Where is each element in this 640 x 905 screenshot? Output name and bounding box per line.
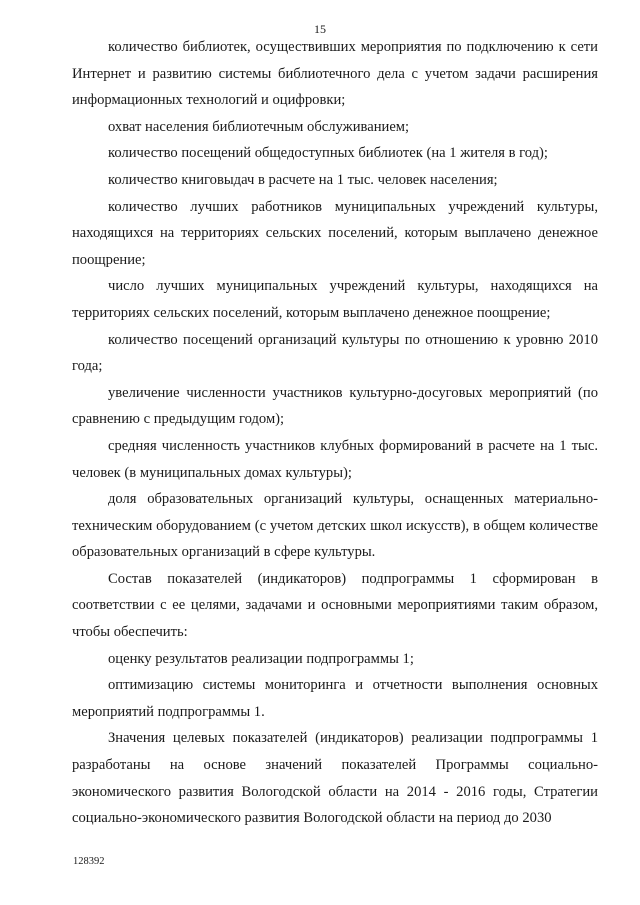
paragraph: увеличение численности участников культурно-досуговых мероприятий (по сравнению с предыдущим годом); (72, 384, 598, 428)
paragraph: оценку результатов реализации подпрограммы 1; (108, 650, 414, 667)
paragraph: количество посещений организаций культуры по отношению к уровню 2010 года; (72, 331, 598, 375)
document-body (72, 34, 598, 832)
paragraph: количество книговыдач в расчете на 1 тыс. человек населения; (108, 171, 498, 188)
paragraph: охват населения библиотечным обслуживанием; (108, 118, 410, 135)
page-number: 15 (314, 22, 326, 36)
paragraph: число лучших муниципальных учреждений культуры, находящихся на территориях сельских поселений, которым выплачено денежное поощрение; (72, 278, 598, 321)
paragraph: количество посещений общедоступных библиотек (на 1 жителя в год); (108, 145, 548, 162)
paragraph: оптимизацию системы мониторинга и отчетности выполнения основных мероприятий подпрограммы 1. (72, 677, 598, 720)
paragraph: количество лучших работников муниципальных учреждений культуры, находящихся на территориях сельских поселений, которым выплачено денежное поощрение; (72, 198, 598, 268)
paragraph: количество библиотек, осуществивших мероприятия по подключению к сети Интернет и развитию системы библиотечного дела с учетом задачи расширения информационных технологий и оцифровки; (72, 39, 598, 109)
paragraph: Значения целевых показателей (индикаторов) реализации подпрограммы 1 разработаны на основе значений показателей Программы социально-экономического развития Вологодской области на 2014 - 2016 годы, Стратегии социально-экономического развития Вологодской области на период до 2030 (72, 730, 598, 827)
paragraph: средняя численность участников клубных формирований в расчете на 1 тыс. человек (в муниципальных домах культуры); (72, 437, 598, 481)
document-code: 128392 (73, 856, 105, 867)
paragraph: доля образовательных организаций культуры, оснащенных материально-техническим оборудованием (с учетом детских школ искусств), в общем количестве образовательных организаций в сфере культуры. (72, 491, 598, 561)
paragraph: Состав показателей (индикаторов) подпрограммы 1 сформирован в соответствии с ее целями, задачами и основными мероприятиями таким образом, чтобы обеспечить: (72, 570, 598, 641)
